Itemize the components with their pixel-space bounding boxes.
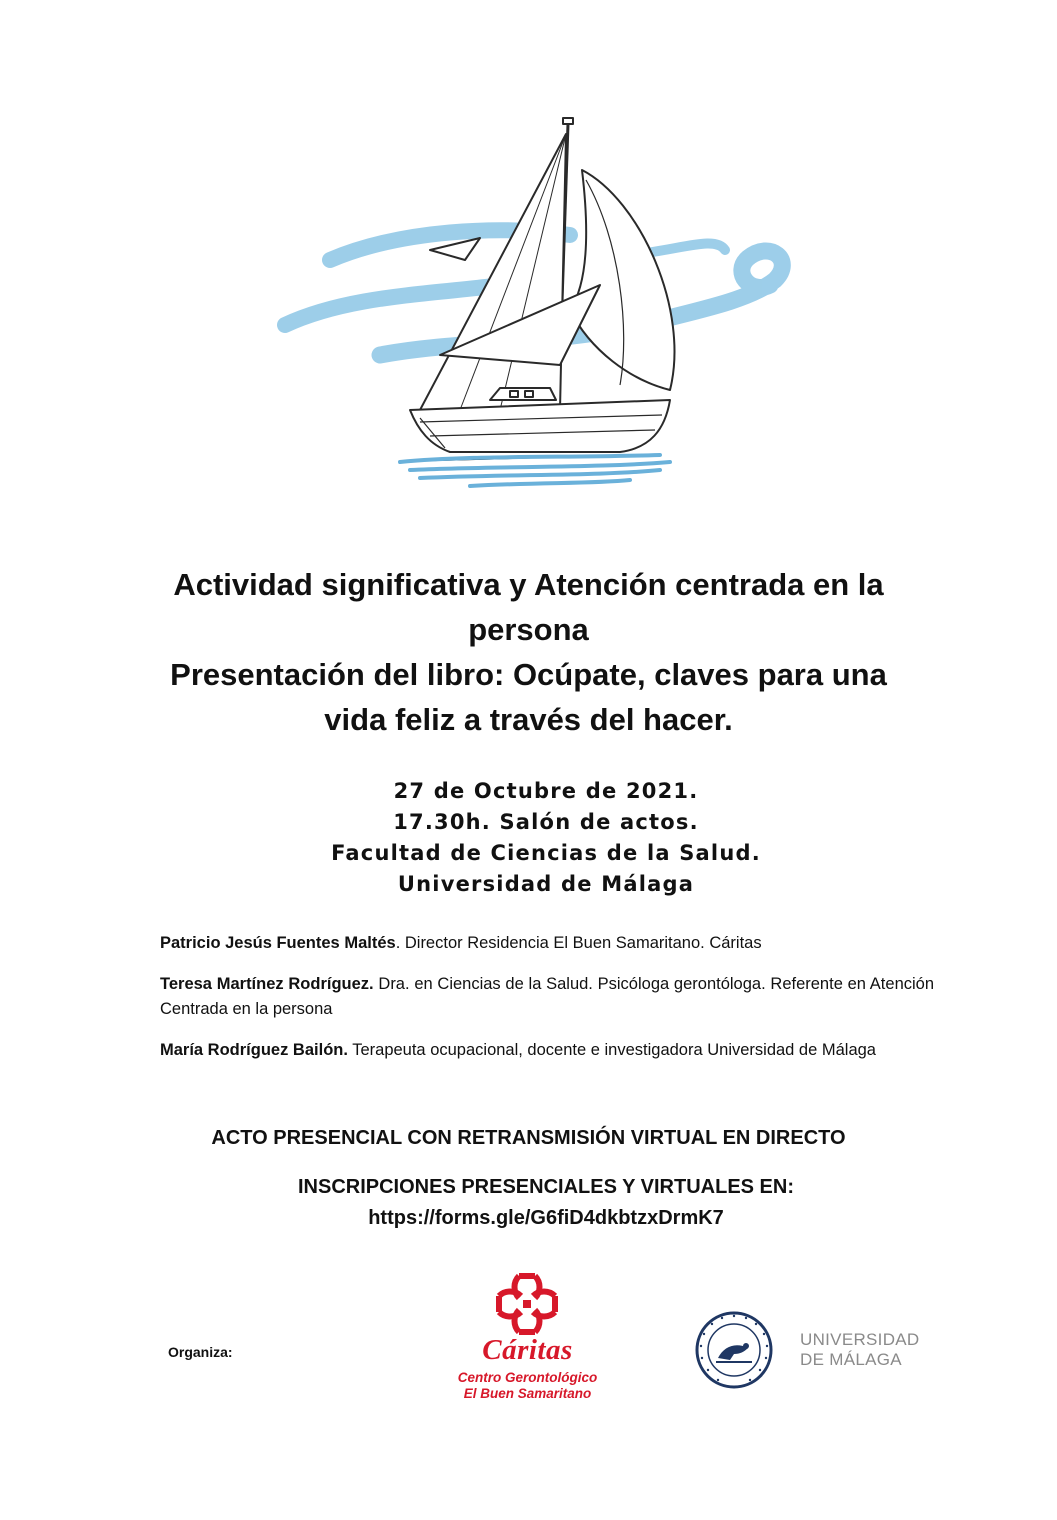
uma-wordmark — [800, 1330, 920, 1370]
event-title — [120, 562, 937, 742]
event-info — [150, 776, 942, 900]
event-date: 27 de Octubre de 2021. — [393, 779, 699, 803]
registration-block — [120, 1172, 972, 1234]
title-line: persona — [468, 612, 589, 647]
caritas-cross-icon — [495, 1272, 559, 1336]
speaker-name: María Rodríguez Bailón. — [160, 1041, 348, 1059]
event-time-place: 17.30h. Salón de actos. — [393, 810, 699, 834]
uma-seal-icon — [694, 1310, 774, 1390]
registration-label: INSCRIPCIONES PRESENCIALES Y VIRTUALES EN: — [297, 1176, 794, 1198]
speaker-role: . Director Residencia El Buen Samaritano. Cáritas — [395, 934, 762, 952]
speaker-role: Terapeuta ocupacional, docente e investigadora Universidad de Málaga — [347, 1041, 876, 1059]
speaker-item — [160, 1038, 934, 1063]
speaker-name: Patricio Jesús Fuentes Maltés — [160, 934, 396, 952]
title-line: Presentación del libro: Ocúpate, claves para una — [170, 657, 887, 692]
speaker-role: Dra. en Ciencias de la Salud. Psicóloga gerontóloga. Referente en Atención Centrada en la persona — [160, 975, 935, 1018]
uma-wordmark-line: UNIVERSIDAD — [800, 1330, 920, 1349]
speaker-item — [160, 931, 934, 956]
sea-waves — [400, 455, 670, 486]
broadcast-notice: ACTO PRESENCIAL CON RETRANSMISIÓN VIRTUAL EN DIRECTO — [211, 1127, 846, 1149]
speaker-item — [160, 972, 934, 1022]
uma-wordmark-line: DE MÁLAGA — [800, 1350, 902, 1369]
organiza-label: Organiza: — [168, 1344, 233, 1360]
sailboat-illustration — [270, 110, 830, 510]
uma-logo — [694, 1310, 934, 1390]
speaker-name: Teresa Martínez Rodríguez. — [160, 975, 374, 993]
title-line: Actividad significativa y Atención centrada en la — [173, 567, 884, 602]
caritas-logo — [440, 1272, 615, 1412]
registration-link[interactable]: https://forms.gle/G6fiD4dkbtzxDrmK7 — [368, 1207, 724, 1229]
caritas-subtitle: Centro Gerontológico — [457, 1370, 598, 1385]
caritas-subtitle: El Buen Samaritano — [463, 1386, 592, 1401]
caritas-wordmark: Cáritas — [482, 1334, 573, 1366]
event-faculty: Facultad de Ciencias de la Salud. — [331, 841, 761, 865]
speakers-list — [160, 931, 934, 1079]
title-line: vida feliz a través del hacer. — [324, 702, 733, 737]
event-university: Universidad de Málaga — [397, 872, 695, 896]
